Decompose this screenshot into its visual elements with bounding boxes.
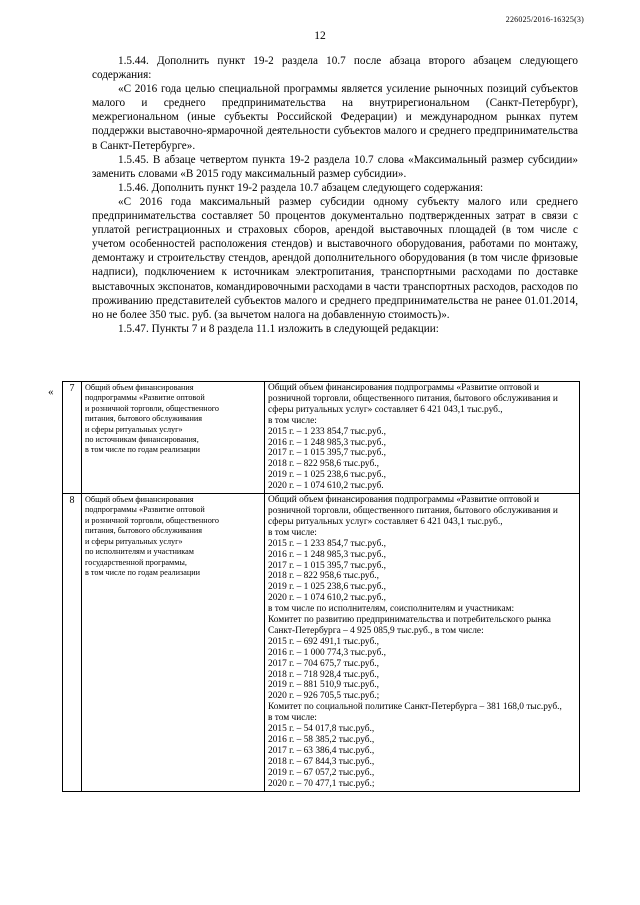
value-line: 2020 г. – 1 074 610,2 тыс.руб. [268,481,384,492]
row-number: 8 [63,494,82,791]
paragraph-1-5-46: 1.5.46. Дополнить пункт 19-2 раздела 10.7 абзацем следующего содержания: [118,181,484,194]
value-line: Комитет по развитию предпринимательства и потребительского рынка Санкт-Петербурга – 4 925 085,9 тыс.руб., в том числе: [268,615,551,636]
value-line: 2015 г. – 54 017,8 тыс.руб., [268,724,375,735]
value-line: 2016 г. – 1 248 985,3 тыс.руб., [268,437,386,448]
paragraph-1-5-45: 1.5.45. В абзаце четвертом пункта 19-2 раздела 10.7 слова «Максимальный размер субсидии» заменить словами «В 2015 году максимальный размер субсидии». [92,153,578,180]
row-value-cell [265,382,580,494]
label-line: и сферы ритуальных услуг» [85,536,183,546]
value-line: Комитет по социальной политике Санкт-Петербурга – 381 168,0 тыс.руб., [268,702,562,713]
value-line: 2019 г. – 1 025 238,6 тыс.руб., [268,470,386,481]
value-line: 2018 г. – 718 928,4 тыс.руб., [268,669,379,680]
value-line: в том числе: [268,415,317,426]
paragraph-quote-2: «С 2016 года максимальный размер субсидии одному субъекту малого или среднего предпринимательства составляет 50 процентов документально подтвержденных затрат в связи с уплатой регистрационных и страховых сборов, арендой выставочных площадей (в том числе с учетом особенностей расположения стендов) и выставочного оборудования, работами по монтажу, демонтажу и строительству стендов, арендой дополнительного оборудования (в том числе фризовые надписи), подключением к источникам электропитания, транспортными расходами по доставке выставочных экспонатов, командировочными расходами в части транспортных расходов, расходов по проживанию представителей субъектов малого и среднего предпринимательства не ранее 01.01.2014, но не более 350 тыс. руб. (за вычетом налога на добавленную стоимость)». [92,195,578,321]
label-line: питания, бытового обслуживания [85,526,203,536]
value-line: 2015 г. – 1 233 854,7 тыс.руб., [268,538,386,549]
row-label-cell [82,494,265,791]
value-line: 2016 г. – 1 000 774,3 тыс.руб., [268,647,386,658]
label-line: в том числе по годам реализации [85,567,201,577]
row-value-cell [265,494,580,791]
value-line: 2020 г. – 70 477,1 тыс.руб.; [268,778,375,789]
value-line: Общий объем финансирования подпрограммы «Развитие оптовой и розничной торговли, общественного питания, бытового обслуживания и сферы ритуальных услуг» составляет 6 421 043,1 тыс.руб., [268,383,558,415]
value-line: 2020 г. – 1 074 610,2 тыс.руб., [268,593,386,604]
value-line: в том числе по исполнителям, соисполнителям и участникам: [268,604,515,615]
value-line: 2017 г. – 1 015 395,7 тыс.руб., [268,560,386,571]
paragraph-1-5-47: 1.5.47. Пункты 7 и 8 раздела 11.1 изложить в следующей редакции: [118,322,439,335]
label-line: подпрограммы «Развитие оптовой [85,505,205,515]
value-line: 2015 г. – 692 491,1 тыс.руб., [268,636,379,647]
value-line: 2019 г. – 67 057,2 тыс.руб., [268,767,375,778]
value-line: в том числе: [268,527,317,538]
value-line: 2018 г. – 67 844,3 тыс.руб., [268,756,375,767]
paragraph-quote-1: «С 2016 года целью специальной программы является усиление рыночных позиций субъектов малого и среднего предпринимательства на внутрирегиональном (Санкт-Петербург), межрегиональном (иные субъекты Российской Федерации) и международном рынках путем поддержки выставочно-ярмарочной деятельности субъектов малого и среднего предпринимательства в Санкт-Петербурге». [92,83,578,152]
label-line: по исполнителям и участникам [85,547,194,557]
label-line: и сферы ритуальных услуг» [85,424,183,434]
page-number: 12 [314,30,326,42]
label-line: Общий объем финансирования [85,495,194,505]
label-line: питания, бытового обслуживания [85,414,203,424]
label-line: Общий объем финансирования [85,383,194,392]
value-line: 2020 г. – 926 705,5 тыс.руб.; [268,691,380,702]
value-line: 2017 г. – 1 015 395,7 тыс.руб., [268,448,386,459]
table-row-8 [63,494,580,791]
document-id: 226025/2016-16325(3) [505,15,584,24]
label-line: подпрограммы «Развитие оптовой [85,393,205,403]
value-line: 2018 г. – 822 958,6 тыс.руб., [268,459,379,470]
label-line: и розничной торговли, общественного [85,403,220,413]
value-line: 2016 г. – 1 248 985,3 тыс.руб., [268,549,386,560]
value-line: 2017 г. – 63 386,4 тыс.руб., [268,745,375,756]
value-line: 2017 г. – 704 675,7 тыс.руб., [268,658,379,669]
label-line: в том числе по годам реализации [85,445,201,455]
paragraph-1-5-44: 1.5.44. Дополнить пункт 19-2 раздела 10.7 после абзаца второго абзацем следующего содержания: [92,55,578,82]
body-text [92,54,578,336]
value-line: Общий объем финансирования подпрограммы «Развитие оптовой и розничной торговли, общественного питания, бытового обслуживания и сферы ритуальных услуг» составляет 6 421 043,1 тыс.руб., [268,495,558,527]
label-line: и розничной торговли, общественного [85,515,220,525]
value-line: 2019 г. – 1 025 238,6 тыс.руб., [268,582,386,593]
label-line: государственной программы, [85,557,187,567]
row-number: 7 [63,382,82,494]
value-line: 2019 г. – 881 510,9 тыс.руб., [268,680,379,691]
value-line: в том числе: [268,713,317,724]
value-line: 2016 г. – 58 385,2 тыс.руб., [268,735,375,745]
table-row-7 [63,382,580,494]
label-line: по источникам финансирования, [85,435,199,445]
row-label-cell [82,382,265,494]
value-line: 2015 г. – 1 233 854,7 тыс.руб., [268,426,386,437]
financing-table [62,381,580,792]
open-quote-mark: « [48,386,54,398]
value-line: 2018 г. – 822 958,6 тыс.руб., [268,571,379,582]
